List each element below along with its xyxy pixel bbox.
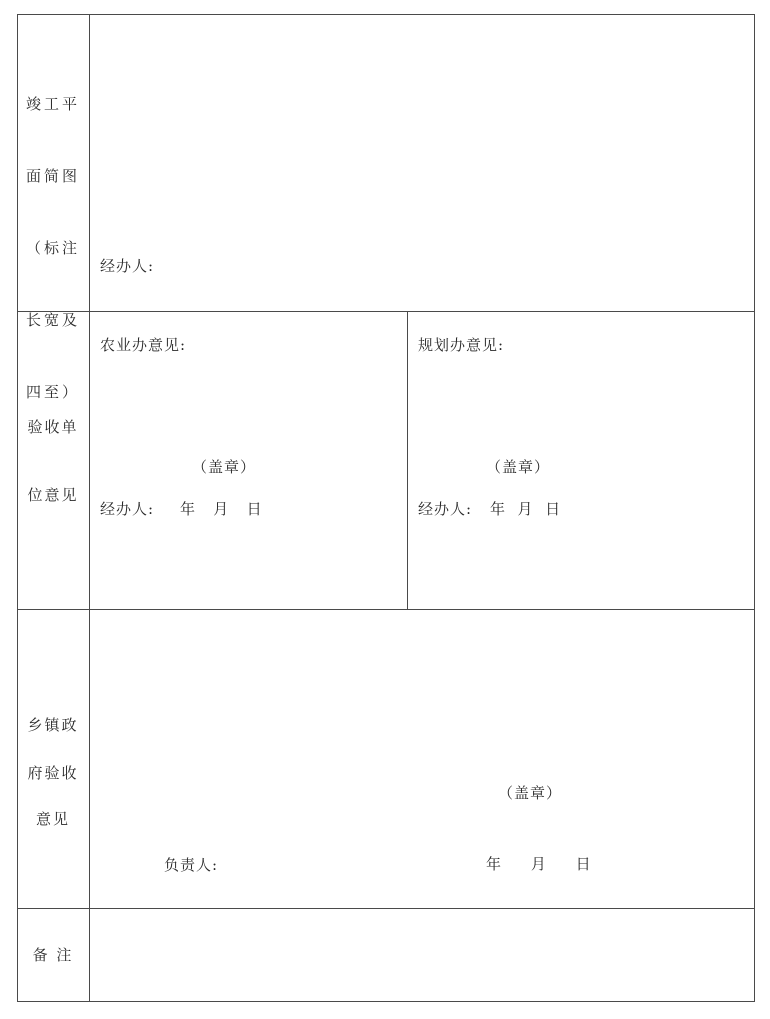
town-government-responsible-label: 负责人: xyxy=(164,856,219,874)
border-left xyxy=(17,14,18,1002)
opinion-column-divider xyxy=(407,311,408,610)
border-right xyxy=(754,14,755,1002)
site-plan-label xyxy=(26,44,80,452)
town-government-date: 年 月 日 xyxy=(486,855,592,873)
site-plan-label-line: 竣工平 xyxy=(26,95,81,113)
acceptance-unit-label-line1: 验收单 xyxy=(27,418,79,436)
site-plan-handler-label: 经办人: xyxy=(100,257,155,275)
acceptance-unit-label-line2: 位意见 xyxy=(27,486,79,504)
remarks-label: 备 注 xyxy=(32,946,74,964)
site-plan-label-line: （标注 xyxy=(26,239,81,257)
agri-office-date: 年 月 日 xyxy=(180,500,263,518)
row-divider-3 xyxy=(17,908,755,909)
town-government-label-line3: 意见 xyxy=(35,810,70,828)
border-top xyxy=(17,14,755,15)
label-column-divider xyxy=(89,14,90,1002)
site-plan-label-line: 面简图 xyxy=(26,167,81,185)
town-government-label-line1: 乡镇政 xyxy=(27,716,79,734)
planning-office-seal: （盖章） xyxy=(486,458,551,476)
planning-office-date: 年 月 日 xyxy=(490,500,562,518)
planning-office-heading: 规划办意见: xyxy=(418,336,505,354)
border-bottom xyxy=(17,1001,755,1002)
agri-office-handler-label: 经办人: xyxy=(100,500,155,518)
site-plan-label-line: 四至） xyxy=(26,383,81,401)
row-divider-1 xyxy=(17,311,755,312)
row-divider-2 xyxy=(17,609,755,610)
town-government-seal: （盖章） xyxy=(498,784,563,802)
site-plan-label-line: 长宽及 xyxy=(26,311,81,329)
agri-office-seal: （盖章） xyxy=(192,458,257,476)
planning-office-handler-label: 经办人: xyxy=(418,500,473,518)
agri-office-heading: 农业办意见: xyxy=(100,336,187,354)
town-government-label-line2: 府验收 xyxy=(27,764,79,782)
